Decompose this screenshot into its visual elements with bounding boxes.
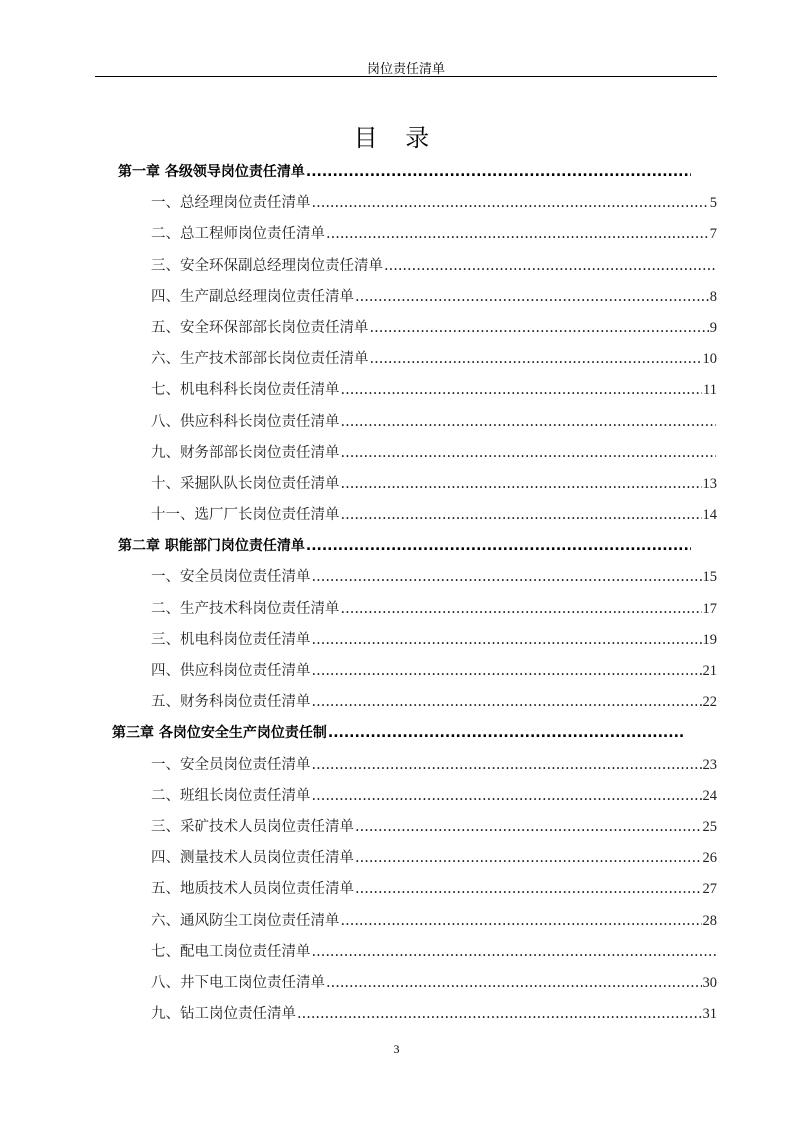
- toc-chapter-entry[interactable]: [0, 531, 692, 562]
- dot-leader: [312, 188, 709, 219]
- toc-entry-label: 七、机电科科长岗位责任清单: [151, 382, 340, 399]
- dot-leader: [355, 812, 702, 843]
- toc-entry-label: 三、采矿技术人员岗位责任清单: [151, 818, 354, 835]
- toc-item-entry[interactable]: [0, 843, 717, 874]
- toc-item-entry[interactable]: [0, 251, 717, 282]
- toc-item-entry[interactable]: [0, 282, 717, 313]
- toc-entry-label: 五、财务科岗位责任清单: [151, 694, 311, 711]
- toc-item-entry[interactable]: [0, 937, 717, 968]
- toc-entry-page: 31: [702, 1006, 717, 1023]
- toc-item-entry[interactable]: [0, 562, 717, 593]
- toc-entry-label: 一、安全员岗位责任清单: [151, 569, 311, 586]
- toc-entry-page: 24: [702, 787, 717, 804]
- toc-entry-label: 二、总工程师岗位责任清单: [151, 226, 325, 243]
- toc-item-entry[interactable]: [0, 906, 717, 937]
- toc-item-entry[interactable]: [0, 687, 717, 718]
- toc-entry-label: 八、供应科科长岗位责任清单: [151, 413, 340, 430]
- toc-item-entry[interactable]: [0, 625, 717, 656]
- toc-item-entry[interactable]: [0, 750, 717, 781]
- dot-leader: [312, 937, 717, 968]
- toc-item-entry[interactable]: [0, 812, 717, 843]
- dot-leader: [312, 750, 702, 781]
- toc-entry-page: 10: [702, 351, 717, 368]
- toc-entry-label: 九、财务部部长岗位责任清单: [151, 444, 340, 461]
- toc-entry-label: 六、生产技术部部长岗位责任清单: [151, 351, 369, 368]
- toc-entry-page: 8: [709, 288, 717, 305]
- toc-entry-page: 7: [709, 226, 717, 243]
- toc-item-entry[interactable]: [0, 344, 717, 375]
- toc-entry-label: 一、总经理岗位责任清单: [151, 195, 311, 212]
- toc-item-entry[interactable]: [0, 219, 717, 250]
- dot-leader: [328, 718, 685, 749]
- toc-item-entry[interactable]: [0, 313, 717, 344]
- toc-chapter-entry[interactable]: [0, 718, 686, 749]
- toc-entry-page: 21: [702, 663, 717, 679]
- toc-entry-page: 9: [709, 319, 717, 336]
- toc-entry-label: 四、生产副总经理岗位责任清单: [151, 288, 354, 305]
- dot-leader: [341, 500, 702, 531]
- toc-entry-label: 三、机电科岗位责任清单: [151, 631, 311, 648]
- dot-leader: [312, 562, 702, 593]
- toc-entry-label: 第二章 职能部门岗位责任清单: [118, 538, 305, 555]
- dot-leader: [341, 407, 717, 438]
- toc-item-entry[interactable]: [0, 375, 717, 406]
- table-of-contents: [0, 157, 793, 1030]
- dot-leader: [312, 781, 702, 812]
- toc-entry-label: 七、配电工岗位责任清单: [151, 943, 311, 960]
- dot-leader: [326, 968, 702, 999]
- toc-entry-page: 17: [702, 600, 717, 617]
- toc-entry-label: 十、采掘队队长岗位责任清单: [151, 475, 340, 492]
- toc-entry-label: 五、安全环保部部长岗位责任清单: [151, 319, 369, 336]
- dot-leader: [341, 375, 703, 406]
- toc-item-entry[interactable]: [0, 407, 717, 438]
- toc-entry-page: 13: [702, 475, 717, 492]
- toc-item-entry[interactable]: [0, 999, 717, 1030]
- dot-leader: [341, 906, 702, 937]
- dot-leader: [312, 625, 702, 656]
- toc-entry-page: 25: [702, 818, 717, 835]
- toc-entry-page: 19: [702, 631, 717, 648]
- toc-entry-page: 28: [702, 912, 717, 929]
- toc-entry-label: 十一、选厂厂长岗位责任清单: [151, 507, 340, 524]
- dot-leader: [326, 219, 709, 250]
- dot-leader: [370, 313, 709, 344]
- toc-title: 目 录: [353, 124, 440, 152]
- toc-item-entry[interactable]: [0, 874, 717, 905]
- dot-leader: [370, 344, 702, 375]
- toc-entry-page: 14: [702, 507, 717, 524]
- toc-entry-label: 四、测量技术人员岗位责任清单: [151, 850, 354, 867]
- toc-item-entry[interactable]: [0, 438, 717, 469]
- dot-leader: [355, 843, 702, 874]
- toc-entry-label: 四、供应科岗位责任清单: [151, 663, 311, 679]
- toc-entry-page: 23: [702, 756, 717, 773]
- toc-item-entry[interactable]: [0, 188, 717, 219]
- toc-item-entry[interactable]: [0, 469, 717, 500]
- dot-leader: [312, 687, 702, 718]
- toc-entry-label: 九、钻工岗位责任清单: [151, 1006, 296, 1023]
- toc-entry-label: 一、安全员岗位责任清单: [151, 756, 311, 773]
- toc-entry-label: 第一章 各级领导岗位责任清单: [118, 164, 305, 180]
- toc-item-entry[interactable]: [0, 968, 717, 999]
- dot-leader: [306, 157, 691, 188]
- dot-leader: [341, 594, 702, 625]
- dot-leader: [306, 531, 691, 562]
- toc-item-entry[interactable]: [0, 656, 717, 687]
- page-number: 3: [393, 1042, 400, 1056]
- dot-leader: [312, 656, 702, 687]
- toc-item-entry[interactable]: [0, 500, 717, 531]
- toc-chapter-entry[interactable]: [0, 157, 692, 188]
- toc-entry-label: 五、地质技术人员岗位责任清单: [151, 881, 354, 898]
- toc-entry-label: 三、安全环保副总经理岗位责任清单: [151, 257, 383, 274]
- toc-entry-label: 二、班组长岗位责任清单: [151, 787, 311, 804]
- dot-leader: [384, 251, 716, 282]
- toc-entry-page: 11: [703, 382, 717, 399]
- toc-item-entry[interactable]: [0, 781, 717, 812]
- toc-entry-label: 八、井下电工岗位责任清单: [151, 974, 325, 991]
- toc-entry-page: 26: [702, 850, 717, 867]
- toc-entry-page: 30: [702, 974, 717, 991]
- toc-entry-label: 第三章 各岗位安全生产岗位责任制: [112, 725, 327, 742]
- dot-leader: [297, 999, 702, 1030]
- toc-item-entry[interactable]: [0, 594, 717, 625]
- dot-leader: [355, 874, 702, 905]
- header-divider: [95, 76, 717, 77]
- toc-entry-label: 六、通风防尘工岗位责任清单: [151, 912, 340, 929]
- running-header: 岗位责任清单: [366, 62, 445, 77]
- toc-entry-page: 22: [702, 694, 717, 711]
- dot-leader: [341, 469, 702, 500]
- toc-entry-label: 二、生产技术科岗位责任清单: [151, 600, 340, 617]
- dot-leader: [355, 282, 709, 313]
- dot-leader: [341, 438, 717, 469]
- toc-entry-page: 27: [702, 881, 717, 898]
- toc-entry-page: 5: [709, 195, 717, 212]
- toc-entry-page: 15: [702, 569, 717, 586]
